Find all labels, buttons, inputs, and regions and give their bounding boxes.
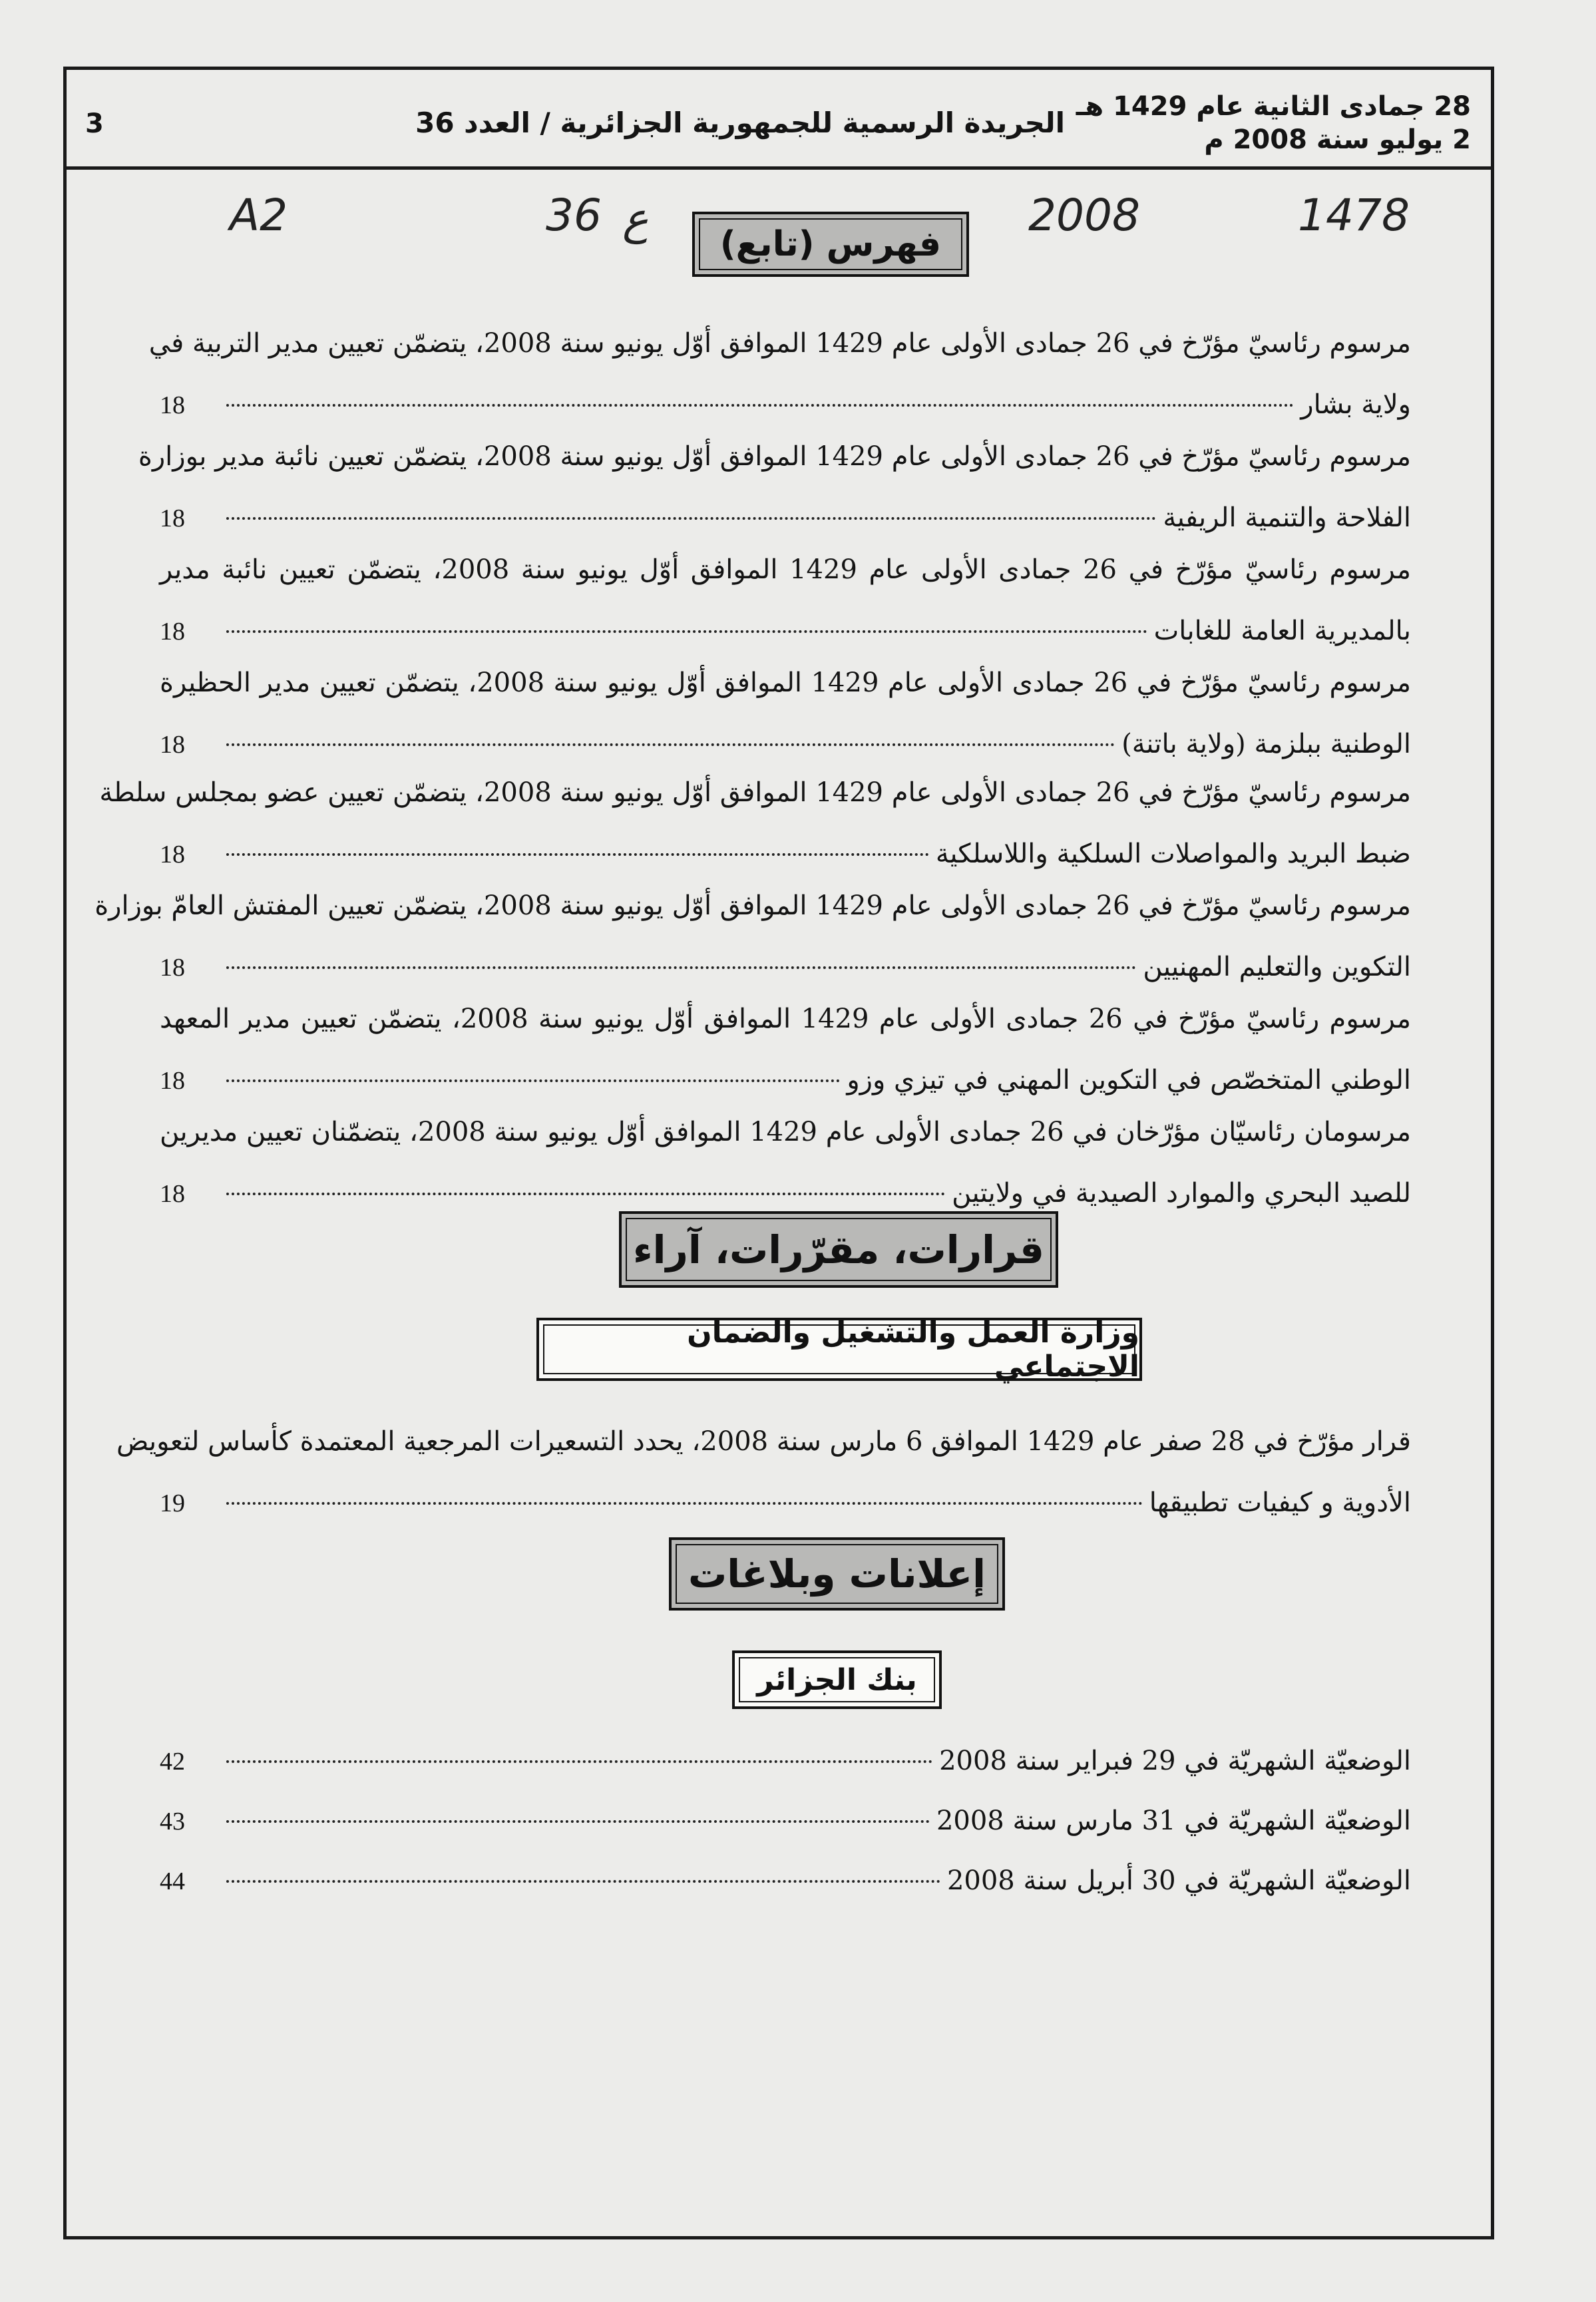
- header-rule: [67, 166, 1491, 170]
- decree-entry: [160, 652, 1411, 775]
- handwritten-mark-a2: A2: [230, 190, 288, 241]
- decree-entry-line1: مرسوم رئاسيّ مؤرّخ في 26 جمادى الأولى عام 1429 الموافق أوّل يونيو سنة 2008، يتضمّن تعيين مدير الحظيرة: [160, 668, 1412, 698]
- decisions-title-box: [619, 1211, 1058, 1288]
- decree-entry: [160, 988, 1411, 1111]
- index-title-box: [692, 212, 969, 277]
- dot-leader: [226, 1079, 840, 1082]
- decree-entry-line1: مرسوم رئاسيّ مؤرّخ في 26 جمادى الأولى عام 1429 الموافق أوّل يونيو سنة 2008، يتضمّن تعيين نائبة مدير: [160, 554, 1412, 585]
- decree-entry: [148, 313, 1411, 436]
- ad-entry-page: 44: [160, 1867, 185, 1895]
- ad-entry: [160, 1850, 1411, 1912]
- decree-entry-line1: مرسوم رئاسيّ مؤرّخ في 26 جمادى الأولى عام 1429 الموافق أوّل يونيو سنة 2008، يتضمّن تعيين عضو بمجلس سلطة: [99, 777, 1411, 808]
- index-title: فهرس (تابع): [719, 224, 942, 264]
- ministry-title-box: [536, 1315, 1142, 1384]
- dot-leader: [226, 853, 929, 856]
- decree-entry-line1: مرسومان رئاسيّان مؤرّخان في 26 جمادى الأولى عام 1429 الموافق أوّل يونيو سنة 2008، يتضمّنان تعيين مديرين: [160, 1117, 1412, 1147]
- decision-entry-lastline: [160, 1472, 1411, 1534]
- decree-entry-page: 18: [160, 618, 185, 646]
- decree-entry: [138, 426, 1411, 549]
- dot-leader: [226, 404, 1294, 407]
- decree-entry-line1: مرسوم رئاسيّ مؤرّخ في 26 جمادى الأولى عام 1429 الموافق أوّل يونيو سنة 2008، يتضمّن تعيين مدير التربية في: [148, 328, 1411, 359]
- dot-leader: [226, 1193, 945, 1195]
- ad-entry-page: 43: [160, 1808, 185, 1835]
- page-header: [67, 70, 1491, 163]
- decision-entry: [116, 1411, 1411, 1534]
- header-gregorian-date: 2 يوليو سنة 2008 م: [1204, 124, 1471, 155]
- dot-leader: [226, 966, 1136, 969]
- decisions-title: قرارات، مقرّرات، آراء: [632, 1227, 1045, 1272]
- dot-leader: [226, 743, 1115, 746]
- decree-entry-line2: بالمديرية العامة للغابات: [1153, 616, 1411, 646]
- decree-entry: [95, 875, 1411, 998]
- decree-entry-page: 18: [160, 1180, 185, 1208]
- decree-entry-line2: ضبط البريد والمواصلات السلكية واللاسلكية: [935, 839, 1411, 869]
- decree-entry: [160, 539, 1411, 662]
- decision-entry-line2: الأدوية و كيفيات تطبيقها: [1149, 1487, 1411, 1518]
- dot-leader: [226, 1502, 1143, 1505]
- ad-entry-text: الوضعيّة الشهريّة في 31 مارس سنة 2008: [936, 1806, 1411, 1836]
- dot-leader: [226, 630, 1147, 633]
- decree-entry-line2: الفلاحة والتنمية الريفية: [1163, 502, 1411, 533]
- ad-entry-line: [160, 1850, 1411, 1912]
- dot-leader: [226, 1760, 932, 1763]
- decree-entry-page: 18: [160, 841, 185, 868]
- header-title: الجريدة الرسمية للجمهورية الجزائرية / العدد 36: [415, 106, 1065, 139]
- decree-entry-line2: ولاية بشار: [1300, 389, 1411, 420]
- decree-entry-line2: الوطنية ببلزمة (ولاية باتنة): [1121, 729, 1411, 759]
- ads-title: إعلانات وبلاغات: [688, 1551, 986, 1597]
- decree-entry-page: 18: [160, 731, 185, 759]
- handwritten-mark-2008: 2008: [1028, 190, 1140, 241]
- decree-entry-line1: مرسوم رئاسيّ مؤرّخ في 26 جمادى الأولى عام 1429 الموافق أوّل يونيو سنة 2008، يتضمّن تعيين مدير المعهد: [160, 1004, 1412, 1034]
- ad-entry-line: [160, 1790, 1411, 1852]
- decree-entry-line1: مرسوم رئاسيّ مؤرّخ في 26 جمادى الأولى عام 1429 الموافق أوّل يونيو سنة 2008، يتضمّن تعيين المفتش العامّ بوزارة: [95, 890, 1411, 921]
- decree-entry-page: 18: [160, 1067, 185, 1095]
- decree-entry-line2: للصيد البحري والموارد الصيدية في ولايتين: [952, 1178, 1411, 1209]
- ad-entry-line: [160, 1730, 1411, 1792]
- ad-entry-text: الوضعيّة الشهريّة في 29 فبراير سنة 2008: [939, 1746, 1411, 1776]
- ad-entry-text: الوضعيّة الشهريّة في 30 أبريل سنة 2008: [946, 1865, 1411, 1896]
- decree-entry-line2: التكوين والتعليم المهنيين: [1143, 952, 1411, 982]
- bank-title-box: [732, 1650, 942, 1709]
- dot-leader: [226, 1880, 940, 1883]
- decree-entry-line1: مرسوم رئاسيّ مؤرّخ في 26 جمادى الأولى عام 1429 الموافق أوّل يونيو سنة 2008، يتضمّن تعيين نائبة مدير بوزارة: [138, 441, 1411, 472]
- handwritten-mark-36: 36: [546, 190, 602, 241]
- ad-entry: [160, 1730, 1411, 1792]
- decree-entry-page: 18: [160, 504, 185, 532]
- header-page-number: 3: [85, 108, 104, 139]
- decree-entry: [160, 1101, 1411, 1225]
- dot-leader: [226, 1820, 930, 1823]
- decree-entry-line2: الوطني المتخصّص في التكوين المهني في تيزي وزو: [847, 1065, 1411, 1095]
- decision-entry-line1: قرار مؤرّخ في 28 صفر عام 1429 الموافق 6 مارس سنة 2008، يحدد التسعيرات المرجعية المعتمدة كأساس لتعويض: [116, 1426, 1411, 1457]
- handwritten-mark-ain: ع: [622, 193, 649, 244]
- header-hijri-date: 28 جمادى الثانية عام 1429 هـ: [1076, 91, 1471, 122]
- header-date: [1076, 90, 1471, 156]
- ads-title-box: [669, 1537, 1005, 1611]
- dot-leader: [226, 517, 1156, 520]
- ad-entry-page: 42: [160, 1748, 185, 1776]
- decree-entry-page: 18: [160, 954, 185, 982]
- ministry-title: وزارة العمل والتشغيل والضمان الاجتماعي: [687, 1315, 1139, 1384]
- ad-entry: [160, 1790, 1411, 1852]
- handwritten-mark-1478: 1478: [1298, 190, 1410, 241]
- decree-entry: [99, 762, 1411, 885]
- bank-title: بنك الجزائر: [757, 1662, 917, 1697]
- decision-entry-page: 19: [160, 1489, 185, 1517]
- decree-entry-page: 18: [160, 391, 185, 419]
